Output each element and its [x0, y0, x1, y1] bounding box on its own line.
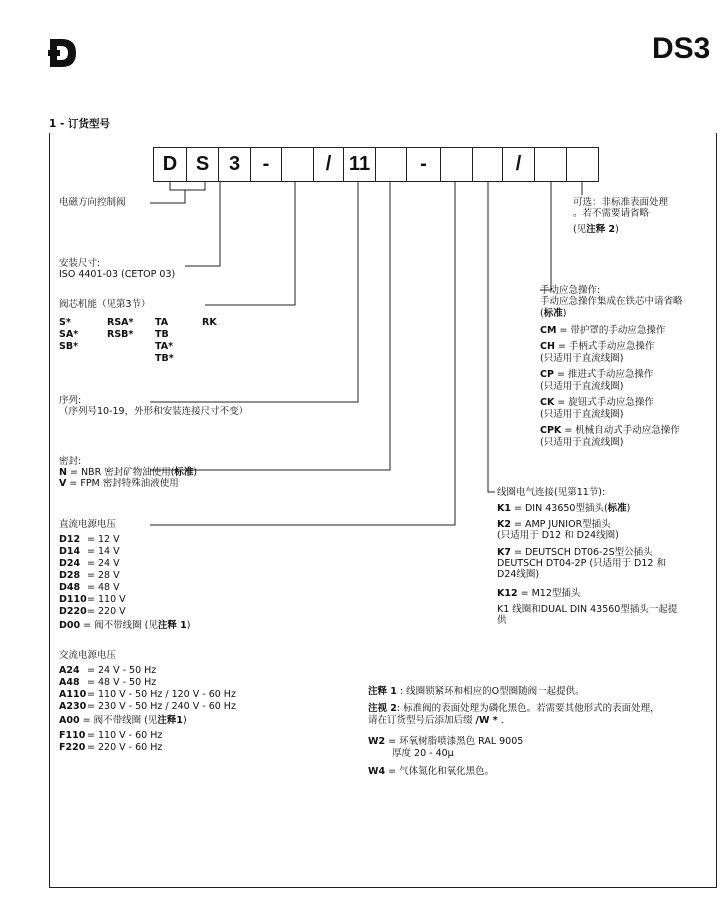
code-box-2: S — [186, 147, 219, 182]
ac-voltage-list — [59, 665, 236, 713]
k1-line: K1 = DIN 43650型插头(标准) — [497, 503, 631, 514]
manual-override-list — [540, 325, 680, 453]
manual-option-cm: CM = 带护罩的手动应急操作 — [540, 325, 666, 336]
voltage-value: = 24 V — [87, 558, 120, 569]
voltage-row — [59, 730, 162, 742]
voltage-code: A48 — [59, 677, 80, 688]
voltage-code: A110 — [59, 689, 87, 700]
k1-dual-line1: K1 线圈和DUAL DIN 43560型插头一起提 — [497, 604, 678, 615]
voltage-value: = 110 V - 60 Hz — [87, 730, 163, 741]
voltage-code: D14 — [59, 546, 81, 557]
voltage-row — [59, 594, 126, 606]
ac-title: 交流电源电压 — [59, 650, 117, 661]
voltage-code: D24 — [59, 558, 81, 569]
a00-line: A00 = 阀不带线圈 (见注释1) — [59, 715, 187, 726]
manual-option-cpk: CPK = 机械自动式手动应急操作 (只适用于直流线圈) — [540, 425, 680, 448]
voltage-value: = 220 V - 60 Hz — [87, 742, 163, 753]
mount-value: ISO 4401-03 (CETOP 03) — [59, 269, 176, 280]
spool-col-2: RSA* RSB* — [107, 317, 134, 340]
voltage-code: F220 — [59, 742, 86, 753]
solenoid-label: 电磁方向控制阀 — [59, 197, 126, 208]
voltage-value: = 220 V — [87, 606, 126, 617]
voltage-row — [59, 546, 126, 558]
seal-v: V = FPM 密封特殊油液使用 — [59, 478, 179, 489]
voltage-value: = 28 V — [87, 570, 120, 581]
code-box-1: D — [153, 147, 187, 182]
voltage-value: = 12 V — [87, 534, 120, 545]
note-2-line2: 请在订货型号后添加后缀 /W * . — [368, 715, 504, 726]
voltage-row — [59, 558, 126, 570]
dc-voltage-list — [59, 534, 126, 618]
spool-title: 阀芯机能（见第3节） — [59, 299, 151, 310]
voltage-row — [59, 534, 126, 546]
voltage-value: = 230 V - 50 Hz / 240 V - 60 Hz — [87, 701, 236, 712]
manual-line2: 手动应急操作集成在铁芯中请省略 — [540, 296, 683, 307]
seal-n: N = NBR 密封矿物油使用(标准) — [59, 467, 198, 478]
voltage-row — [59, 665, 236, 677]
manual-option-ck: CK = 旋钮式手动应急操作 (只适用于直流线圈) — [540, 397, 654, 420]
code-box-6: / — [313, 147, 344, 182]
model-title: DS3 — [652, 32, 711, 65]
voltage-value: = 110 V - 50 Hz / 120 V - 60 Hz — [87, 689, 236, 700]
k12-line: K12 = M12型插头 — [497, 588, 581, 599]
voltage-value: = 24 V - 50 Hz — [87, 665, 157, 676]
w2-sub: 厚度 20 - 40µ — [392, 748, 454, 759]
spool-col-3: TA TB TA* TB* — [155, 317, 174, 364]
voltage-row — [59, 742, 162, 754]
voltage-code: D220 — [59, 606, 87, 617]
voltage-row — [59, 701, 236, 713]
k7-line: K7 = DEUTSCH DT06-2S型公插头 — [497, 547, 653, 558]
note-2: 注视 2: 标准阀的表面处理为磷化黑色。若需要其他形式的表面处理， — [368, 703, 660, 714]
optional-line-1: 可选：非标准表面处理 — [573, 197, 669, 208]
voltage-code: D110 — [59, 594, 87, 605]
manual-option-cp: CP = 推进式手动应急操作 (只适用于直流线圈) — [540, 369, 654, 392]
voltage-code: A230 — [59, 701, 87, 712]
dc-title: 直流电源电压 — [59, 519, 117, 530]
series-title: 序列: — [59, 395, 82, 406]
spool-col-1: S* SA* SB* — [59, 317, 79, 352]
spool-col-4: RK — [202, 317, 217, 328]
k2-line: K2 = AMP JUNIOR型插头 — [497, 519, 611, 530]
voltage-value: = 48 V - 50 Hz — [87, 677, 157, 688]
w2-line: W2 = 环氧树脂喷漆黑色 RAL 9005 — [368, 736, 524, 747]
freq-voltage-list — [59, 730, 162, 754]
manual-title: 手动应急操作: — [540, 285, 601, 296]
voltage-value: = 14 V — [87, 546, 120, 557]
code-box-4: - — [250, 147, 282, 182]
mount-title: 安装尺寸: — [59, 258, 101, 269]
section-title: 1 - 订货型号 — [49, 118, 110, 130]
k7-sub1: DEUTSCH DT04-2P (只适用于 D12 和 — [497, 558, 666, 569]
k1-dual-line2: 供 — [497, 615, 507, 626]
code-box-7: 11 — [343, 147, 376, 182]
voltage-row — [59, 570, 126, 582]
optional-line-2: 。若不需要请省略 — [573, 208, 650, 219]
w4-line: W4 = 气体氮化和氧化黑色。 — [368, 766, 495, 777]
code-box-3: 3 — [218, 147, 251, 182]
voltage-row — [59, 689, 236, 701]
note-1: 注释 1 : 线圈锁紧环和相应的O型圈随阀一起提供。 — [368, 686, 585, 697]
voltage-value: = 48 V — [87, 582, 120, 593]
voltage-code: A24 — [59, 665, 80, 676]
voltage-row — [59, 606, 126, 618]
voltage-code: D48 — [59, 582, 81, 593]
optional-line-3: (见注释 2) — [573, 224, 619, 235]
voltage-code: D28 — [59, 570, 81, 581]
voltage-code: D12 — [59, 534, 81, 545]
k2-sub: (只适用于 D12 和 D24线圈) — [497, 530, 619, 541]
voltage-row — [59, 677, 236, 689]
voltage-row — [59, 582, 126, 594]
seal-title: 密封: — [59, 456, 82, 467]
manual-option-ch: CH = 手柄式手动应急操作 (只适用于直流线圈) — [540, 341, 655, 364]
voltage-code: F110 — [59, 730, 86, 741]
code-box-12: / — [502, 147, 535, 182]
k7-sub2: D24线圈) — [497, 569, 540, 580]
voltage-value: = 110 V — [87, 594, 126, 605]
series-note: （序列号10-19，外形和安装连接尺寸不变） — [59, 406, 249, 417]
connection-title: 线圈电气连接(见第11节): — [497, 487, 606, 498]
d00-line: D00 = 阀不带线圈 (见注释 1) — [59, 620, 191, 631]
code-box-9: - — [406, 147, 441, 182]
manual-standard: (标准) — [540, 308, 567, 319]
